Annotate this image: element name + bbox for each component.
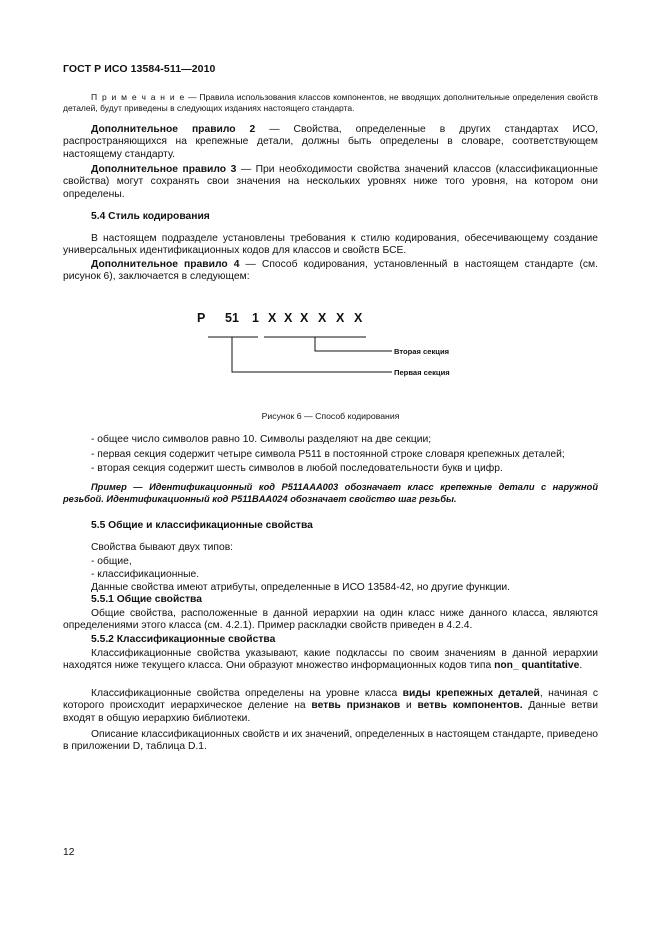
code-char: X bbox=[336, 311, 345, 325]
code-char: X bbox=[318, 311, 327, 325]
list-item: - первая секция содержит четыре символа P511 в постоянной строке словаря крепежных деталей; bbox=[91, 449, 565, 460]
code-char: X bbox=[354, 311, 363, 325]
paragraph-text: Классификационные свойства определены на уровне класса bbox=[91, 688, 403, 699]
code-char: P bbox=[197, 311, 206, 325]
data-type-term: non_ quantitative bbox=[494, 660, 580, 672]
rule2-title: Дополнительное правило 2 bbox=[91, 124, 256, 135]
list-item: - общее число символов равно 10. Символы разделяют на две секции; bbox=[91, 434, 432, 445]
first-section-label: Первая секция bbox=[394, 368, 450, 377]
code-char: X bbox=[300, 311, 309, 325]
term-fastener-kinds: виды крепежных деталей bbox=[402, 688, 540, 699]
coding-diagram bbox=[0, 0, 661, 400]
example-label: Пример bbox=[91, 482, 127, 492]
code-char: X bbox=[284, 311, 293, 325]
paragraph-text: . bbox=[579, 660, 583, 672]
list-item: - общие, bbox=[91, 556, 132, 567]
list-item: - классификационные. bbox=[91, 569, 200, 580]
figure-caption: Рисунок 6 — Способ кодирования bbox=[261, 411, 400, 421]
second-section-label: Вторая секция bbox=[394, 347, 450, 356]
paragraph-text: и bbox=[400, 700, 418, 712]
section-5-4-heading: 5.4 Стиль кодирования bbox=[91, 211, 210, 222]
section-5-5-intro: Свойства бывают двух типов: bbox=[91, 542, 234, 553]
paragraph-text: Данные ветви входят в общую иерархию библиотеки. bbox=[63, 700, 598, 724]
note-label: П р и м е ч а н и е bbox=[91, 92, 186, 102]
term-component-branch: ветвь компонентов. bbox=[417, 700, 523, 712]
section-5-5-1-heading: 5.5.1 Общие свойства bbox=[91, 594, 202, 605]
second-section-leader bbox=[315, 337, 392, 351]
code-char: 1 bbox=[252, 311, 259, 325]
section-5-5-paragraph: Данные свойства имеют атрибуты, определенные в ИСО 13584-42, но другие функции. bbox=[91, 582, 510, 593]
term-feature-branch: ветвь признаков bbox=[311, 700, 401, 712]
section-5-4-paragraph: В настоящем подразделе установлены требования к стилю кодирования, обесечивающему создание универсальных идентификационных кодов для классов и свойств БСЕ. bbox=[63, 233, 598, 257]
example-paragraph bbox=[63, 481, 598, 505]
section-5-5-2-paragraph-2 bbox=[63, 688, 598, 725]
code-char: 5 bbox=[225, 311, 232, 325]
section-5-5-2-heading: 5.5.2 Классификационные свойства bbox=[91, 634, 276, 645]
rule3-text: — При необходимости свойства значений классов (классификационные свойства) могут сохранять свои значения на нескольких уровнях ниже того уровня, на котором они определены. bbox=[63, 164, 598, 200]
rule4-text: — Способ кодирования, установленный в настоящем стандарте (см. рисунок 6), заключается в следующем: bbox=[63, 259, 598, 283]
note-text: — Правила использования классов компонентов, не вводящих дополнительные определения свойств деталей, будут приведены в следующих изданиях настоящего стандарта. bbox=[63, 92, 598, 113]
example-text: — Идентификационный код P511AAA003 обозначает класс крепежные детали с наружной резьбой. Идентификационный код P511BAA024 обозначает свойство шаг резьбы. bbox=[63, 482, 598, 504]
document-header: ГОСТ Р ИСО 13584-511—2010 bbox=[63, 63, 216, 75]
list-item: - вторая секция содержит шесть символов в любой последовательности букв и цифр. bbox=[91, 463, 503, 474]
section-5-5-2-paragraph-3: Описание классификационных свойств и их значений, определенных в настоящем стандарте, приведено в приложении D, таблица D.1. bbox=[63, 729, 598, 753]
paragraph-text: , начиная с которого происходит иерархическое деление на bbox=[63, 688, 598, 712]
rule3-title: Дополнительное правило 3 bbox=[91, 164, 237, 175]
section-5-5-1-paragraph: Общие свойства, расположенные в данной иерархии на один класс ниже данного класса, являются определениями этого класса (см. 4.2.1). Пример раскладки свойств приведен в 4.2.4. bbox=[63, 608, 598, 632]
section-5-5-2-paragraph-1 bbox=[63, 648, 598, 673]
page-number: 12 bbox=[63, 847, 75, 858]
rule4-title: Дополнительное правило 4 bbox=[91, 259, 240, 270]
code-char: 1 bbox=[232, 311, 239, 325]
first-section-leader bbox=[232, 337, 392, 372]
paragraph-text: Классификационные свойства указывают, какие подклассы по своим значениям в данной иерархии находятся ниже текущего класса. Они образуют множество информационных кодов типа bbox=[63, 648, 598, 672]
code-char: X bbox=[268, 311, 277, 325]
rule2-text: — Свойства, определенные в других стандартах ИСО, распространяющихся на крепежные детали, должны быть определены в словаре, соответствующем настоящему стандарту. bbox=[63, 124, 598, 160]
section-5-5-heading: 5.5 Общие и классификационные свойства bbox=[91, 520, 313, 531]
